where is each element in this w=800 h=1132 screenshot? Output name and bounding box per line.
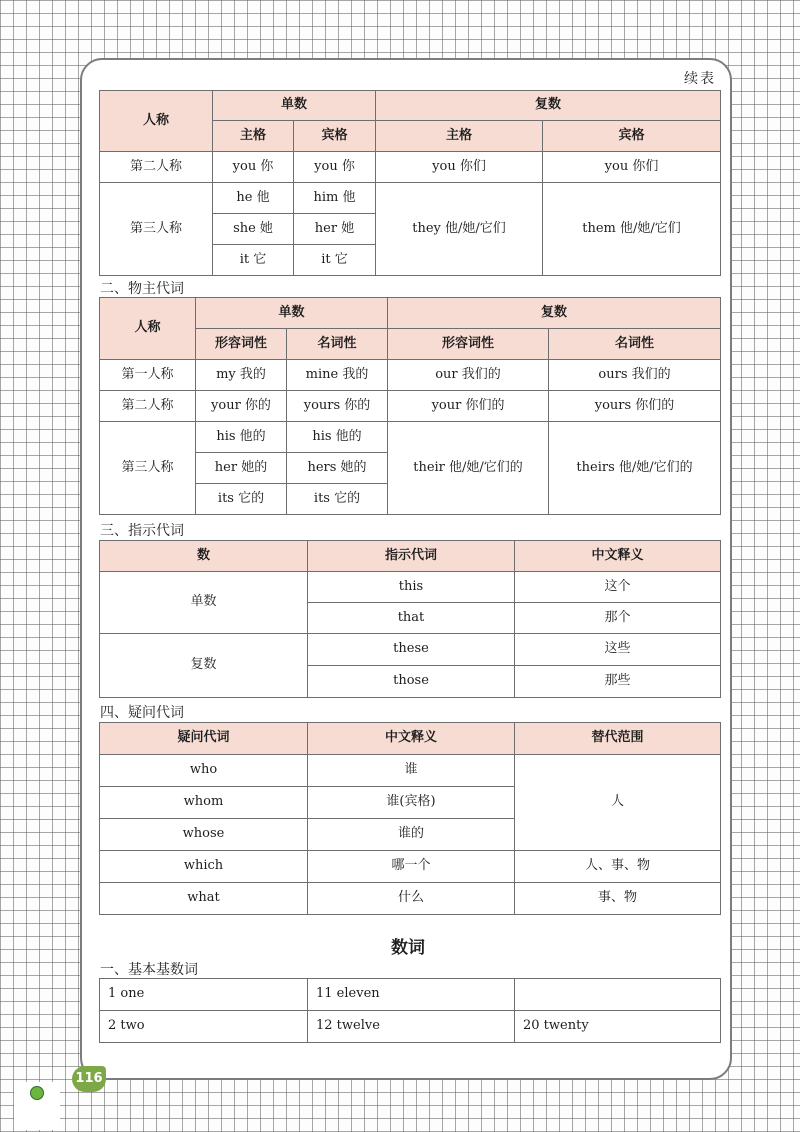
row-label: 第三人称: [100, 422, 196, 515]
table-cell: this: [308, 572, 515, 603]
subheader-cell: 宾格: [294, 121, 376, 152]
table-cell: 那个: [515, 603, 721, 634]
table-cell: 这些: [515, 634, 721, 666]
cardinal-number-table: [99, 978, 721, 1043]
subheader-cell: 名词性: [287, 329, 388, 360]
section-heading-interrogative: 四、疑问代词: [100, 705, 184, 721]
header-cell: 疑问代词: [100, 723, 308, 755]
table-cell: whom: [100, 787, 308, 819]
table-cell: his 他的: [287, 422, 388, 453]
table-cell: yours 你的: [287, 391, 388, 422]
table-cell: that: [308, 603, 515, 634]
table-cell: your 你们的: [388, 391, 549, 422]
table-row: [100, 360, 721, 391]
table-cell: 事、物: [515, 883, 721, 915]
table-cell: 那些: [515, 666, 721, 698]
table-cell: 人: [515, 755, 721, 851]
subheader-cell: 主格: [213, 121, 294, 152]
interrogative-pronoun-table: [99, 722, 721, 915]
continued-label: 续表: [684, 71, 716, 87]
numerals-title: 数词: [391, 938, 425, 958]
table-cell: those: [308, 666, 515, 698]
table-cell: him 他: [294, 183, 376, 214]
table-cell: who: [100, 755, 308, 787]
subheader-cell: 形容词性: [388, 329, 549, 360]
table-cell: 人、事、物: [515, 851, 721, 883]
table-cell: its 它的: [196, 484, 287, 515]
table-row: [100, 391, 721, 422]
table-cell: your 你的: [196, 391, 287, 422]
page-number: 116: [72, 1066, 106, 1092]
table-cell: 2 two: [100, 1011, 308, 1043]
table-row: [100, 572, 721, 603]
table-cell: you 你们: [376, 152, 543, 183]
table-row: [100, 422, 721, 453]
table-cell: 哪一个: [308, 851, 515, 883]
table-cell: yours 你们的: [549, 391, 721, 422]
table-row: [100, 755, 721, 787]
header-cell: 替代范围: [515, 723, 721, 755]
table-cell: you 你: [294, 152, 376, 183]
table-cell: theirs 他/她/它们的: [549, 422, 721, 515]
personal-pronoun-table: [99, 90, 721, 276]
header-plural: 复数: [388, 298, 721, 329]
table-row: [100, 634, 721, 666]
section-heading-demonstrative: 三、指示代词: [100, 523, 184, 539]
table-row: [100, 152, 721, 183]
table-cell: it 它: [213, 245, 294, 276]
subheader-cell: 宾格: [543, 121, 721, 152]
table-cell: she 她: [213, 214, 294, 245]
table-cell: 谁(宾格): [308, 787, 515, 819]
table-cell: 这个: [515, 572, 721, 603]
table-cell: it 它: [294, 245, 376, 276]
table-cell: you 你们: [543, 152, 721, 183]
row-label: 第一人称: [100, 360, 196, 391]
header-cell: 指示代词: [308, 541, 515, 572]
table-cell: her 她的: [196, 453, 287, 484]
table-cell: mine 我的: [287, 360, 388, 391]
row-label: 单数: [100, 572, 308, 634]
subheader-cell: 名词性: [549, 329, 721, 360]
table-row: [100, 979, 721, 1011]
header-plural: 复数: [376, 91, 721, 121]
table-cell: what: [100, 883, 308, 915]
table-row: [100, 183, 721, 214]
table-cell: 11 eleven: [308, 979, 515, 1011]
section-heading-possessive: 二、物主代词: [100, 281, 184, 297]
table-cell: 谁: [308, 755, 515, 787]
subheader-cell: 形容词性: [196, 329, 287, 360]
table-cell: [515, 979, 721, 1011]
table-cell: 1 one: [100, 979, 308, 1011]
row-label: 第三人称: [100, 183, 213, 276]
header-singular: 单数: [196, 298, 388, 329]
table-cell: my 我的: [196, 360, 287, 391]
table-cell: our 我们的: [388, 360, 549, 391]
possessive-pronoun-table: [99, 297, 721, 515]
row-label: 第二人称: [100, 152, 213, 183]
table-cell: whose: [100, 819, 308, 851]
header-cell: 数: [100, 541, 308, 572]
table-cell: they 他/她/它们: [376, 183, 543, 276]
table-cell: their 他/她/它们的: [388, 422, 549, 515]
table-cell: his 他的: [196, 422, 287, 453]
table-cell: hers 她的: [287, 453, 388, 484]
table-cell: 什么: [308, 883, 515, 915]
table-cell: her 她: [294, 214, 376, 245]
header-cell: 中文释义: [308, 723, 515, 755]
table-cell: 20 twenty: [515, 1011, 721, 1043]
header-singular: 单数: [213, 91, 376, 121]
table-cell: its 它的: [287, 484, 388, 515]
table-row: [100, 1011, 721, 1043]
table-cell: them 他/她/它们: [543, 183, 721, 276]
header-cell: 中文释义: [515, 541, 721, 572]
content-card: [80, 58, 732, 1080]
header-person: 人称: [100, 91, 213, 152]
table-cell: 12 twelve: [308, 1011, 515, 1043]
table-cell: you 你: [213, 152, 294, 183]
table-cell: these: [308, 634, 515, 666]
globe-icon: [30, 1086, 44, 1100]
table-cell: 谁的: [308, 819, 515, 851]
table-row: [100, 851, 721, 883]
section-heading-cardinal: 一、基本基数词: [100, 962, 198, 978]
demonstrative-pronoun-table: [99, 540, 721, 698]
table-cell: ours 我们的: [549, 360, 721, 391]
header-person: 人称: [100, 298, 196, 360]
table-row: [100, 883, 721, 915]
subheader-cell: 主格: [376, 121, 543, 152]
publisher-logo: [14, 1082, 60, 1130]
row-label: 第二人称: [100, 391, 196, 422]
table-cell: he 他: [213, 183, 294, 214]
row-label: 复数: [100, 634, 308, 698]
table-cell: which: [100, 851, 308, 883]
